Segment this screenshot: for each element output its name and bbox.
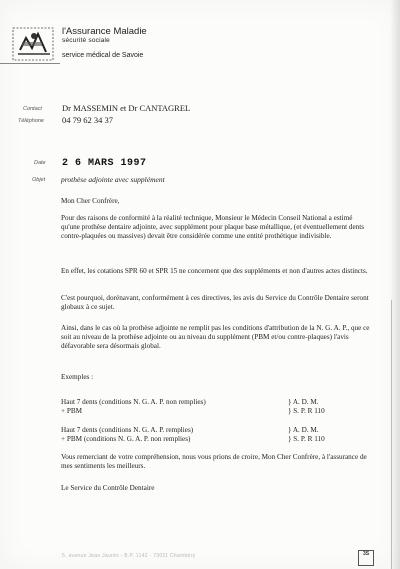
- phone-label: Téléphone: [18, 118, 44, 124]
- example-2-teeth: Haut 7 dents (conditions N. G. A. P. remplies): [61, 426, 194, 434]
- assurance-maladie-logo: [12, 26, 56, 62]
- org-name: l'Assurance Maladie: [62, 26, 147, 37]
- contact-value: Dr MASSEMIN et Dr CANTAGREL: [62, 103, 191, 113]
- phone-value: 04 79 62 34 37: [62, 115, 113, 125]
- object-value: prothèse adjointe avec supplément: [61, 175, 165, 184]
- footer-address: 5, avenue Jean Jaurès - B.P. 1142 - 73011 Chambéry: [62, 553, 196, 559]
- date-label: Date: [34, 160, 46, 166]
- service-name: service médical de Savoie: [62, 51, 144, 59]
- organization-block: [62, 27, 147, 59]
- salutation: Mon Cher Confrère,: [61, 197, 120, 205]
- example-1-teeth: Haut 7 dents (conditions N. G. A. P. non remplies): [61, 398, 206, 406]
- paragraph-3: C'est pourquoi, dorénavant, conformément à ces directives, les avis du Service du Contrôle Dentaire seront globaux à ce sujet.: [61, 294, 369, 312]
- example-1-supplement: + PBM: [61, 407, 83, 415]
- date-value: 2 6 MARS 1997: [62, 158, 147, 169]
- signature: Le Service du Contrôle Dentaire: [61, 484, 155, 492]
- header-rule: [0, 63, 60, 64]
- paragraph-2: En effet, les cotations SPR 60 et SPR 15 ne concernent que des suppléments et non d'autres actes distincts.: [61, 267, 368, 275]
- example-1-code-2: } S. P. R 110: [288, 407, 325, 415]
- object-label: Objet: [32, 177, 46, 183]
- examples-title: Exemples :: [61, 373, 94, 381]
- paragraph-1: Pour des raisons de conformité à la réalité technique, Monsieur le Médecin Conseil National a estimé qu'une prothèse dentaire adjointe, avec supplément pour plaque base métallique, (et éventuellement dents contre-plaquées ou massives) devait être considérée comme une entité prothétique indivisible.: [61, 214, 365, 241]
- paragraph-4: Ainsi, dans le cas où la prothèse adjointe ne remplit pas les conditions d'attribution de la N. G. A. P., que ce soit au niveau de la prothèse adjointe ou au niveau du supplément (PBM et/ou contre-plaques) l'avis défavorable sera désormais global.: [61, 324, 370, 351]
- contact-label: Contact: [23, 106, 42, 112]
- corner-stamp: 3S: [358, 550, 374, 566]
- example-2-supplement: + PBM (conditions N. G. A. P. non remplies): [61, 435, 191, 443]
- closing-paragraph: Vous remerciant de votre compréhension, nous vous prions de croire, Mon Cher Confrère, à l'assurance de mes sentiments les meilleurs.: [61, 453, 367, 471]
- example-1-code-1: } A. D. M.: [288, 398, 319, 406]
- example-2-code-2: } S. P. R 110: [288, 435, 325, 443]
- scan-edge-shadow: [390, 0, 400, 569]
- example-2-code-1: } A. D. M.: [288, 426, 319, 434]
- org-subtitle: sécurité sociale: [62, 36, 110, 44]
